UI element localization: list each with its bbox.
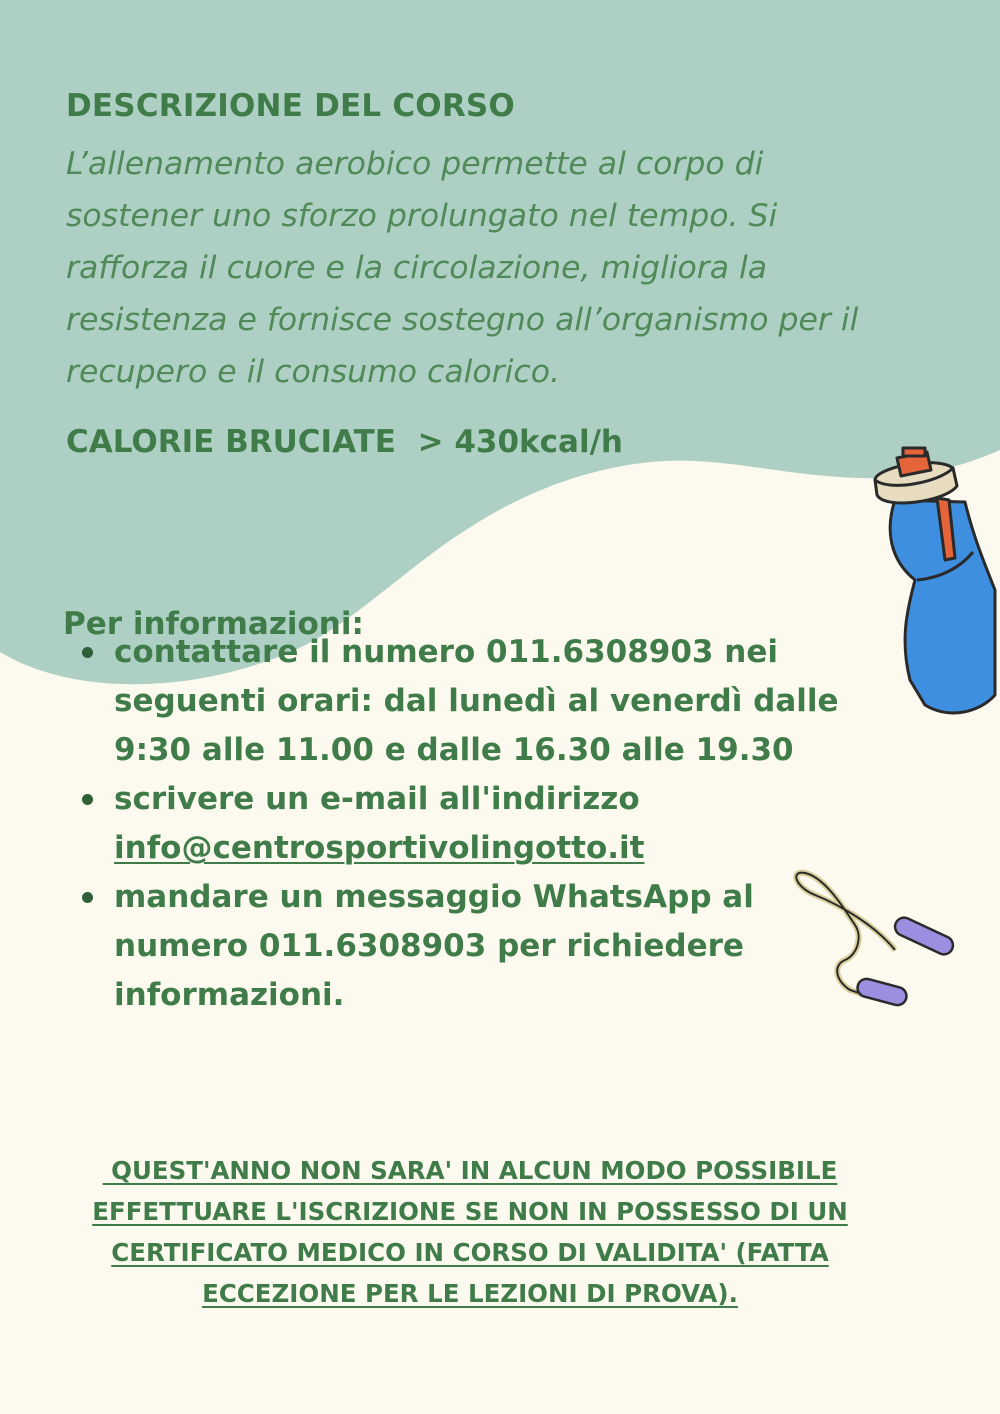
bullet-dot xyxy=(82,647,93,658)
email-link[interactable]: info@centrosportivolingotto.it xyxy=(114,830,645,866)
info-line: numero 011.6308903 per richiedere xyxy=(114,928,744,964)
notice-line: EFFETTUARE L'ISCRIZIONE SE NON IN POSSESSO DI UN xyxy=(92,1197,848,1226)
info-item-email xyxy=(76,775,856,873)
info-line: mandare un messaggio WhatsApp al xyxy=(114,879,754,915)
info-item-whatsapp xyxy=(76,873,856,1020)
info-line: contattare il numero 011.6308903 nei xyxy=(114,634,779,670)
course-heading: DESCRIZIONE DEL CORSO xyxy=(66,88,515,124)
info-line: 9:30 alle 11.00 e dalle 16.30 alle 19.30 xyxy=(114,732,794,768)
info-line: scrivere un e-mail all'indirizzo xyxy=(114,781,640,817)
notice-line: QUEST'ANNO NON SARA' IN ALCUN MODO POSSIBILE xyxy=(102,1156,838,1185)
certificate-notice xyxy=(60,1150,880,1314)
info-title: Per informazioni: xyxy=(63,606,364,642)
description-line: recupero e il consumo calorico. xyxy=(66,354,560,390)
description-line: sostener uno sforzo prolungato nel tempo. Si xyxy=(66,198,778,234)
description-line: resistenza e fornisce sostegno all’organismo per il xyxy=(66,302,859,338)
bullet-dot xyxy=(82,794,93,805)
calories-burned: CALORIE BRUCIATE > 430kcal/h xyxy=(66,424,623,460)
description-line: rafforza il cuore e la circolazione, migliora la xyxy=(66,250,768,286)
info-item-phone xyxy=(76,628,856,775)
bullet-dot xyxy=(82,892,93,903)
notice-line: CERTIFICATO MEDICO IN CORSO DI VALIDITA' (FATTA xyxy=(111,1238,829,1267)
info-list xyxy=(76,628,856,1020)
info-line: informazioni. xyxy=(114,977,345,1013)
course-description xyxy=(66,138,906,398)
notice-line: ECCEZIONE PER LE LEZIONI DI PROVA). xyxy=(202,1279,738,1308)
water-bottle-icon xyxy=(855,440,1000,730)
info-line: seguenti orari: dal lunedì al venerdì dalle xyxy=(114,683,839,719)
jump-rope-icon xyxy=(785,865,960,1015)
description-line: L’allenamento aerobico permette al corpo di xyxy=(66,146,764,182)
